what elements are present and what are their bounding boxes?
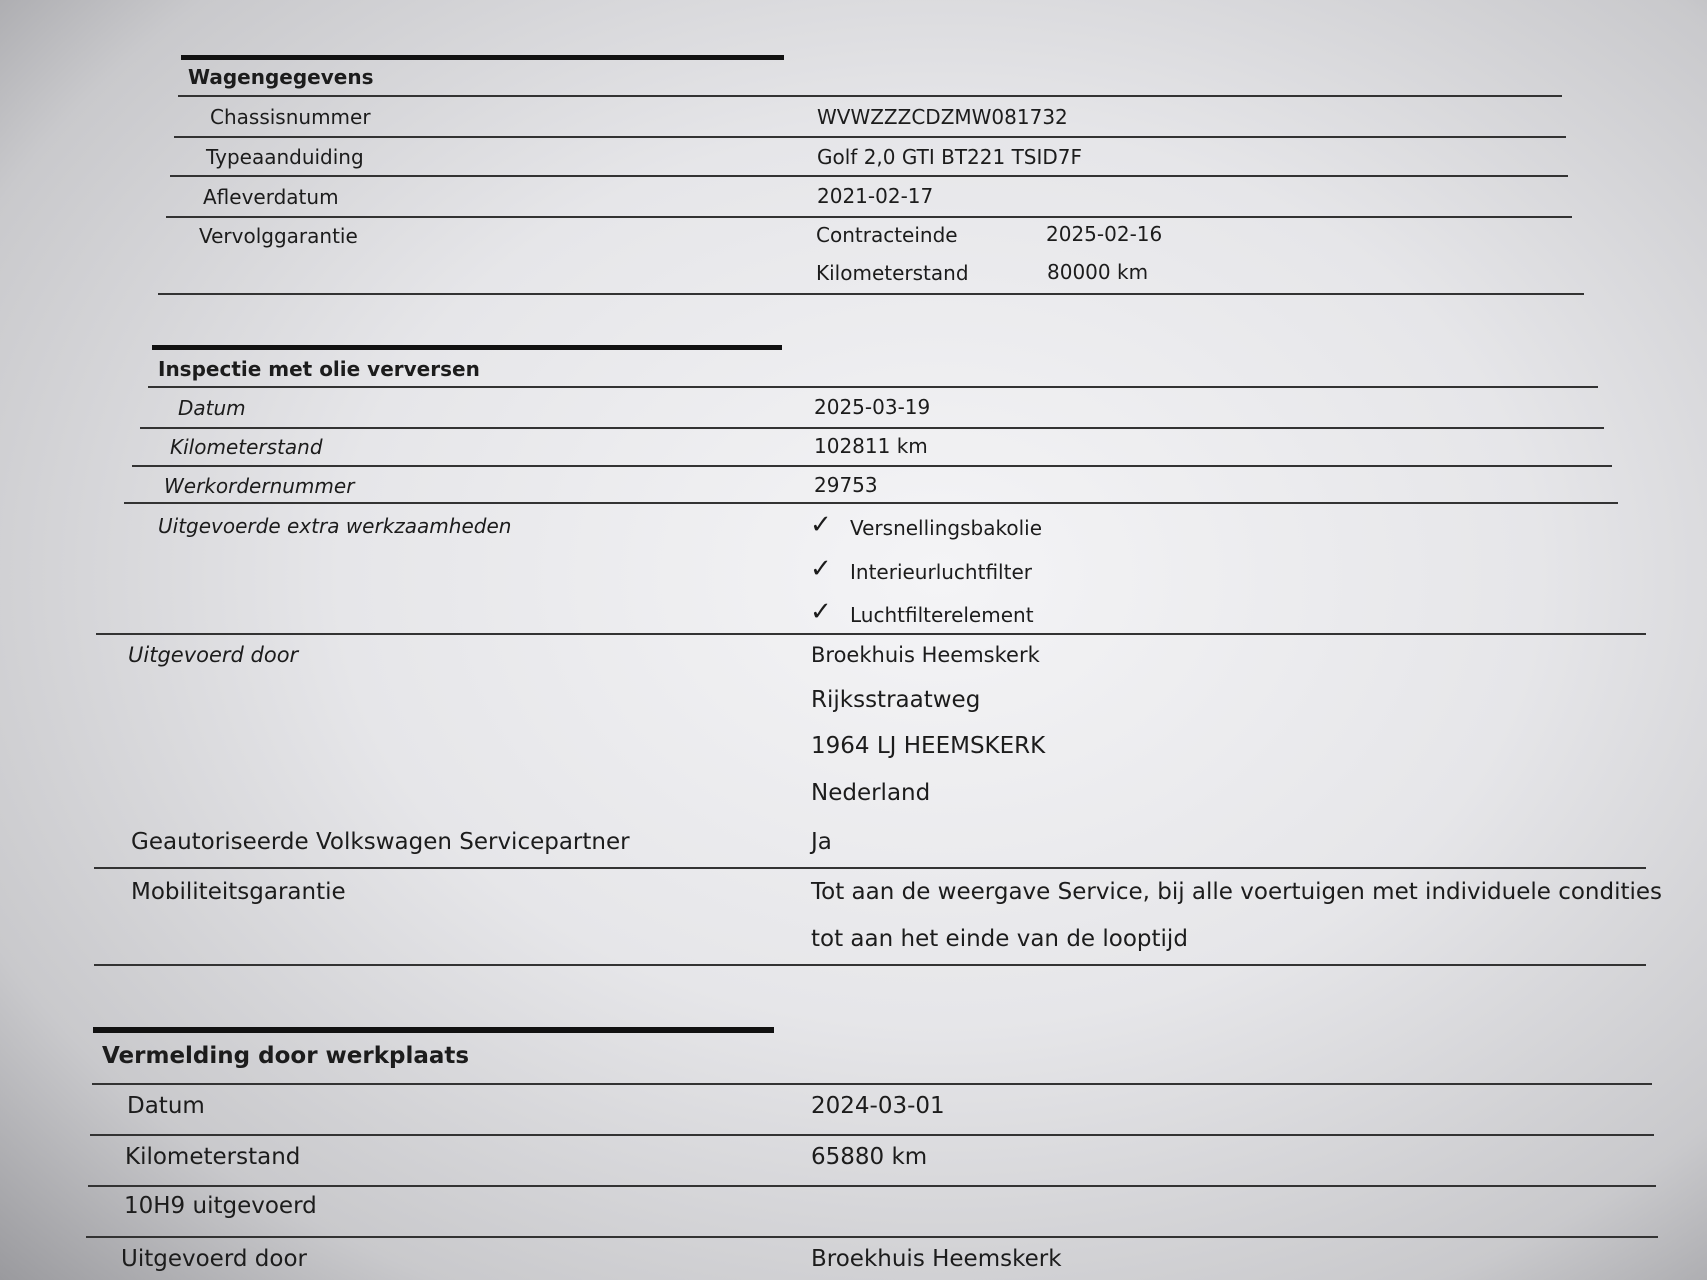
authorized-partner-value: Ja xyxy=(811,829,832,855)
divider xyxy=(86,1236,1658,1238)
divider xyxy=(132,465,1612,467)
check-icon: ✓ xyxy=(810,597,832,627)
workshop-mileage-value: 65880 km xyxy=(811,1144,928,1170)
delivery-date-label: Afleverdatum xyxy=(203,185,339,209)
authorized-partner-label: Geautoriseerde Volkswagen Servicepartner xyxy=(131,829,630,855)
extra-work-label: Uitgevoerde extra werkzaamheden xyxy=(158,514,512,538)
divider xyxy=(96,633,1646,635)
contract-end-label: Contracteinde xyxy=(816,223,958,247)
workshop-date-value: 2024-03-01 xyxy=(811,1093,945,1119)
section-heading-inspection: Inspectie met olie verversen xyxy=(158,357,480,381)
section-heading-vehicle: Wagengegevens xyxy=(188,65,374,89)
workshop-performed-by-value: Broekhuis Heemskerk xyxy=(811,1246,1062,1272)
type-value: Golf 2,0 GTI BT221 TSID7F xyxy=(817,145,1083,169)
work-order-label: Werkordernummer xyxy=(164,474,355,498)
extra-item: Versnellingsbakolie xyxy=(850,516,1042,540)
divider xyxy=(94,867,1646,869)
divider xyxy=(124,502,1618,504)
divider xyxy=(94,964,1646,966)
section-bar xyxy=(181,55,784,60)
warranty-mileage-label: Kilometerstand xyxy=(816,261,969,285)
divider xyxy=(178,95,1562,97)
extra-item: Interieurluchtfilter xyxy=(850,560,1032,584)
workshop-mileage-label: Kilometerstand xyxy=(125,1144,301,1170)
performed-by-country: Nederland xyxy=(811,780,931,806)
divider xyxy=(174,136,1566,138)
warranty-label: Vervolggarantie xyxy=(199,224,358,248)
delivery-date-value: 2021-02-17 xyxy=(817,184,934,208)
check-icon: ✓ xyxy=(810,554,832,584)
section-bar xyxy=(152,345,782,350)
check-icon: ✓ xyxy=(810,510,832,540)
work-order-value: 29753 xyxy=(814,473,878,497)
workshop-performed-by-label: Uitgevoerd door xyxy=(121,1246,307,1272)
divider xyxy=(166,216,1572,218)
extra-item: Luchtfilterelement xyxy=(850,603,1034,627)
warranty-mileage-value: 80000 km xyxy=(1047,260,1149,284)
divider xyxy=(170,175,1568,177)
divider xyxy=(90,1134,1654,1136)
workshop-date-label: Datum xyxy=(127,1093,205,1119)
divider xyxy=(88,1185,1656,1187)
performed-by-street: Rijksstraatweg xyxy=(811,687,981,713)
section-heading-workshop: Vermelding door werkplaats xyxy=(102,1043,470,1069)
performed-by-city: 1964 LJ HEEMSKERK xyxy=(811,733,1046,759)
inspection-date-label: Datum xyxy=(178,396,246,420)
10h9-label: 10H9 uitgevoerd xyxy=(124,1193,317,1219)
inspection-date-value: 2025-03-19 xyxy=(814,395,931,419)
divider xyxy=(92,1083,1652,1085)
divider xyxy=(158,293,1584,295)
mobility-line: Tot aan de weergave Service, bij alle voertuigen met individuele condities xyxy=(811,879,1663,905)
mobility-label: Mobiliteitsgarantie xyxy=(131,879,346,905)
inspection-mileage-label: Kilometerstand xyxy=(170,435,323,459)
mobility-line: tot aan het einde van de looptijd xyxy=(811,926,1188,952)
chassis-value: WVWZZZCDZMW081732 xyxy=(817,105,1068,129)
type-label: Typeaanduiding xyxy=(206,145,364,169)
divider xyxy=(148,386,1598,388)
performed-by-label: Uitgevoerd door xyxy=(128,643,299,667)
contract-end-value: 2025-02-16 xyxy=(1046,222,1163,246)
section-bar xyxy=(93,1027,774,1033)
divider xyxy=(140,427,1604,429)
performed-by-name: Broekhuis Heemskerk xyxy=(811,643,1040,667)
chassis-label: Chassisnummer xyxy=(210,105,371,129)
inspection-mileage-value: 102811 km xyxy=(814,434,928,458)
